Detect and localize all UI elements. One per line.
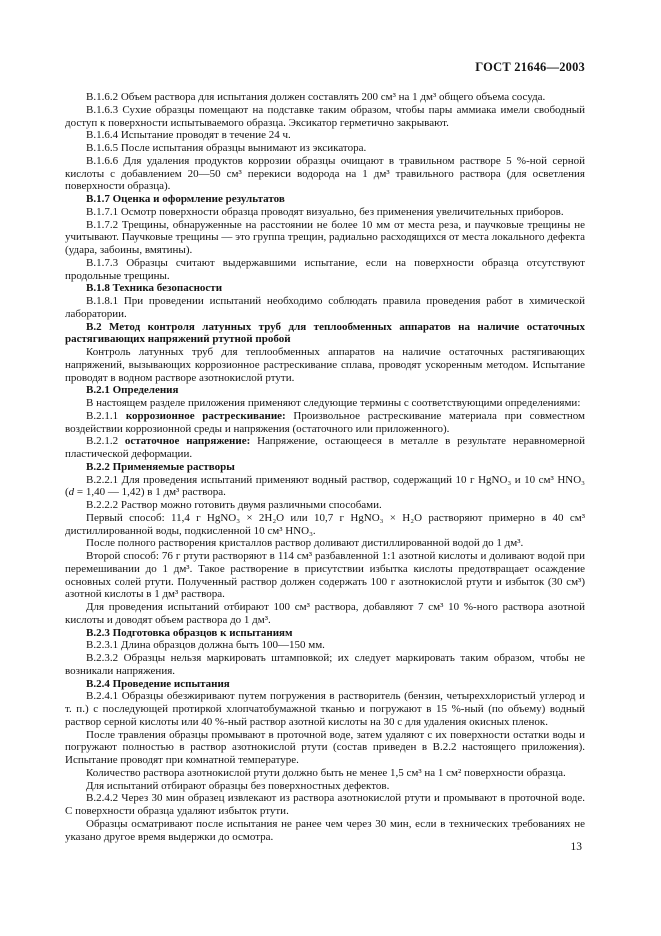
text-run: Контроль латунных труб для теплообменных аппаратов на наличие остаточных растягивающих напряжений, вызывающих коррозионное растрескивание сплава, проводят ускоренным методом. Испытание проводят в водном растворе азотнокислой ртути. xyxy=(65,346,585,384)
paragraph xyxy=(65,499,585,512)
paragraph xyxy=(65,104,585,130)
text-run: Напряжение, остающееся в металле в результате неравномерной пластической деформации. xyxy=(65,435,585,460)
paragraph xyxy=(65,780,585,793)
text-run: Первый способ: 11,4 г HgNO₃ × 2H₂O или 10,7 г HgNO₃ × H₂O растворяют примерно в 40 см³ дистиллированной воды, подкисленной 10 см³ HNO₃. xyxy=(65,511,585,537)
text-run: В.1.7.3 Образцы считают выдержавшими испытание, если на поверхности образца отсутствуют продольные трещины. xyxy=(65,256,585,282)
text-run: Произвольное растрескивание материала при совместном воздействии коррозионной среды и напряжения (остаточного или приложенного). xyxy=(65,409,586,435)
section-heading xyxy=(65,627,585,640)
paragraph xyxy=(65,155,585,193)
paragraph xyxy=(65,550,585,601)
text-run: В.2.2 Применяемые растворы xyxy=(86,460,235,473)
text-run: В.2.3.1 Длина образцов должна быть 100—150 мм. xyxy=(86,639,325,652)
section-heading xyxy=(65,321,585,347)
text-run: В.1.8 Техника безопасности xyxy=(86,282,223,295)
text-run: В.2.4.2 Через 30 мин образец извлекают из раствора азотнокислой ртути и промывают в проточной воде. С поверхности образца удаляют избыток ртути. xyxy=(65,792,585,817)
paragraph xyxy=(65,435,585,461)
paragraph xyxy=(65,818,585,844)
text-run: В настоящем разделе приложения применяют следующие термины с соответствующими определениями: xyxy=(86,397,581,409)
text-run: В.1.6.3 Сухие образцы помещают на подставке таким образом, чтобы пары аммиака имели свободный доступ к поверхности испытываемого образца. Эксикатор герметично закрывают. xyxy=(65,103,585,129)
text-run: В.2.2.1 Для проведения испытаний применяют водный раствор, содержащий 10 г HgNO₃ и 10 см³ HNO₃ ( xyxy=(65,473,585,499)
text-run: В.1.6.2 Объем раствора для испытания должен составлять 200 см³ на 1 дм³ общего объема сосуда. xyxy=(86,91,546,103)
paragraph xyxy=(65,397,585,410)
paragraph xyxy=(65,652,585,678)
text-run: Для испытаний отбирают образцы без поверхностных дефектов. xyxy=(86,779,390,792)
paragraph xyxy=(65,346,585,384)
section-heading xyxy=(65,193,585,206)
paragraph xyxy=(65,129,585,142)
text-run: В.2.4.1 Образцы обезжиривают путем погружения в растворитель (бензин, четыреххлористый углерод и т. п.) с последующей протиркой хлопчатобумажной тканью и погружают в 15 %-ный (по объему) водный раствор серной кислоты или 40 %-ный раствор азотной кислоты на 30 с для удаления окисных пленок. xyxy=(65,690,585,728)
document-body xyxy=(65,91,585,843)
text-run: В.2.1 Определения xyxy=(86,384,179,397)
section-heading xyxy=(65,384,585,397)
section-heading xyxy=(65,282,585,295)
page-number: 13 xyxy=(570,841,582,853)
text-run: После травления образцы промывают в проточной воде, затем удаляют с их поверхности остатки воды и погружают полностью в раствор азотнокислой ртути (состав приведен в В.2.2 настоящего приложения). Испытание проводят при комнатной температуре. xyxy=(65,728,585,766)
paragraph xyxy=(65,537,585,550)
text-run: После полного растворения кристаллов раствор доливают дистиллированной водой до 1 дм³. xyxy=(86,537,524,550)
text-run: Второй способ: 76 г ртути растворяют в 114 см³ разбавленной 1:1 азотной кислоты и доливают водой при перемешивании до 1 дм³. Такое растворение в присутствии избытка кислоты предотвращает осаждение основных солей ртути. Полученный раствор должен содержать 100 г азотнокислой ртути и избыток (30 см³) азотной кислоты в 1 дм³ раствора. xyxy=(65,550,585,601)
text-run: В.1.6.5 После испытания образцы вынимают из эксикатора. xyxy=(86,142,367,154)
paragraph xyxy=(65,729,585,767)
paragraph xyxy=(65,767,585,780)
paragraph xyxy=(65,690,585,728)
text-run: Для проведения испытаний отбирают 100 см³ раствора, добавляют 7 см³ 10 %-ного раствора азотной кислоты и доводят объем раствора до 1 дм³. xyxy=(65,601,585,626)
text-run: В.1.7.2 Трещины, обнаруженные на расстоянии не более 10 мм от места реза, и паучковые трещины не учитывают. Паучковые трещины — это группа трещин, радиально расходящихся от места локального дефекта (удара, забоины, вмятины). xyxy=(65,218,585,256)
text-run: В.2.1.2 xyxy=(86,435,125,448)
text-run: коррозионное растрескивание: xyxy=(125,409,286,422)
paragraph xyxy=(65,474,585,500)
paragraph xyxy=(65,512,585,538)
paragraph xyxy=(65,206,585,219)
paragraph xyxy=(65,792,585,818)
text-run: В.2.2.2 Раствор можно готовить двумя различными способами. xyxy=(86,499,382,511)
text-run: В.2 Метод контроля латунных труб для теплообменных аппаратов на наличие остаточных растягивающих напряжений ртутной пробой xyxy=(65,320,585,346)
text-run: В.2.1.1 xyxy=(86,409,126,422)
paragraph xyxy=(65,295,585,321)
text-run: = 1,40 — 1,42) в 1 дм³ раствора. xyxy=(74,486,226,499)
paragraph xyxy=(65,91,585,104)
text-run: В.2.3.2 Образцы нельзя маркировать штамповкой; их следует маркировать таким образом, чтобы не возникали напряжения. xyxy=(65,652,585,677)
text-run: В.2.4 Проведение испытания xyxy=(86,677,230,690)
text-run: В.1.8.1 При проведении испытаний необходимо соблюдать правила проведения работ в химической лаборатории. xyxy=(65,295,585,320)
paragraph xyxy=(65,410,585,436)
paragraph xyxy=(65,257,585,283)
text-run: Количество раствора азотнокислой ртути должно быть не менее 1,5 см³ на 1 см² поверхности образца. xyxy=(86,766,566,779)
text-run: В.2.3 Подготовка образцов к испытаниям xyxy=(86,626,293,639)
paragraph xyxy=(65,601,585,627)
standard-designation: ГОСТ 21646—2003 xyxy=(475,60,585,74)
text-run: остаточное напряжение: xyxy=(124,435,251,448)
section-heading xyxy=(65,461,585,474)
paragraph xyxy=(65,639,585,652)
paragraph xyxy=(65,219,585,257)
paragraph xyxy=(65,142,585,155)
text-run: В.1.6.4 Испытание проводят в течение 24 ч. xyxy=(86,129,291,142)
text-run: В.1.7.1 Осмотр поверхности образца проводят визуально, без применения увеличительных приборов. xyxy=(86,205,564,218)
section-heading xyxy=(65,678,585,691)
text-run: d xyxy=(68,486,75,499)
text-run: Образцы осматривают после испытания не ранее чем через 30 мин, если в технических требованиях не указано другое время выдержки до осмотра. xyxy=(65,817,585,843)
text-run: В.1.6.6 Для удаления продуктов коррозии образцы очищают в травильном растворе 5 %-ной серной кислоты с добавлением 20—50 см³ перекиси водорода на 1 дм³ травильного раствора (для осветления поверхности образца). xyxy=(65,154,585,193)
text-run: В.1.7 Оценка и оформление результатов xyxy=(86,193,285,205)
